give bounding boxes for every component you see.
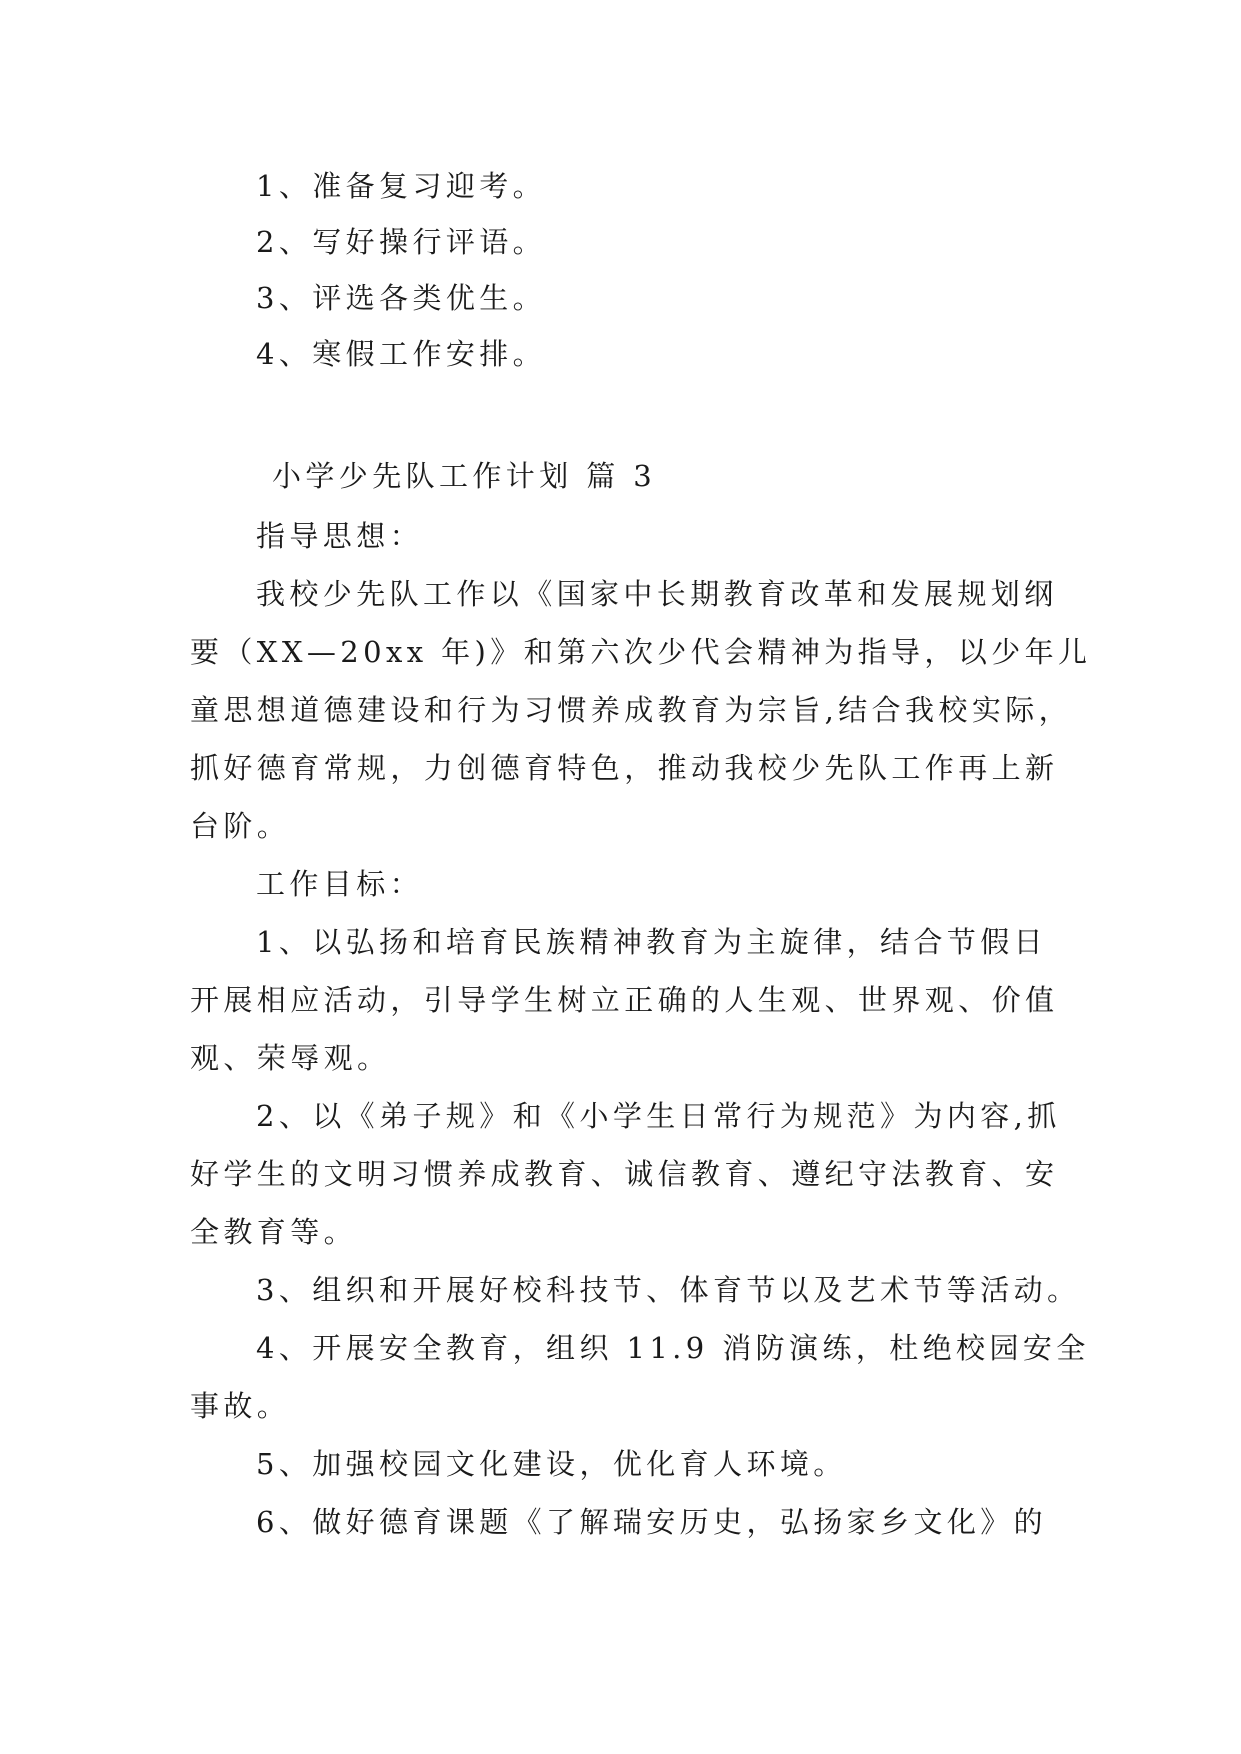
paragraph-line: 抓好德育常规，力创德育特色，推动我校少先队工作再上新 (190, 751, 1059, 785)
list-item: 2、写好操行评语。 (256, 225, 547, 259)
goals-label: 工作目标： (256, 867, 424, 901)
paragraph-line: 1、以弘扬和培育民族精神教育为主旋律，结合节假日 (256, 925, 1048, 959)
guiding-label: 指导思想： (256, 519, 424, 553)
paragraph-line: 全教育等。 (190, 1215, 358, 1249)
section-title: 小学少先队工作计划 篇 3 (272, 459, 657, 493)
paragraph-line: 5、加强校园文化建设，优化育人环境。 (256, 1447, 847, 1481)
paragraph-line: 6、做好德育课题《了解瑞安历史，弘扬家乡文化》的 (256, 1505, 1048, 1539)
paragraph-line: 4、开展安全教育，组织 11.9 消防演练，杜绝校园安全 (256, 1331, 1090, 1365)
list-item: 1、准备复习迎考。 (256, 169, 547, 203)
paragraph-line: 台阶。 (190, 809, 291, 843)
paragraph-line: 开展相应活动，引导学生树立正确的人生观、世界观、价值 (190, 983, 1059, 1017)
paragraph-line: 好学生的文明习惯养成教育、诚信教育、遵纪守法教育、安 (190, 1157, 1059, 1191)
paragraph-line: 3、组织和开展好校科技节、体育节以及艺术节等活动。 (256, 1273, 1081, 1307)
paragraph-line: 观、荣辱观。 (190, 1041, 391, 1075)
paragraph-line: 我校少先队工作以《国家中长期教育改革和发展规划纲 (256, 577, 1058, 611)
paragraph-line: 2、以《弟子规》和《小学生日常行为规范》为内容,抓 (256, 1099, 1061, 1133)
paragraph-line: 要（XX—20xx 年)》和第六次少代会精神为指导，以少年儿 (190, 635, 1092, 669)
list-item: 3、评选各类优生。 (256, 281, 547, 315)
list-item: 4、寒假工作安排。 (256, 337, 547, 371)
paragraph-line: 事故。 (190, 1389, 291, 1423)
paragraph-line: 童思想道德建设和行为习惯养成教育为宗旨,结合我校实际， (190, 693, 1073, 727)
